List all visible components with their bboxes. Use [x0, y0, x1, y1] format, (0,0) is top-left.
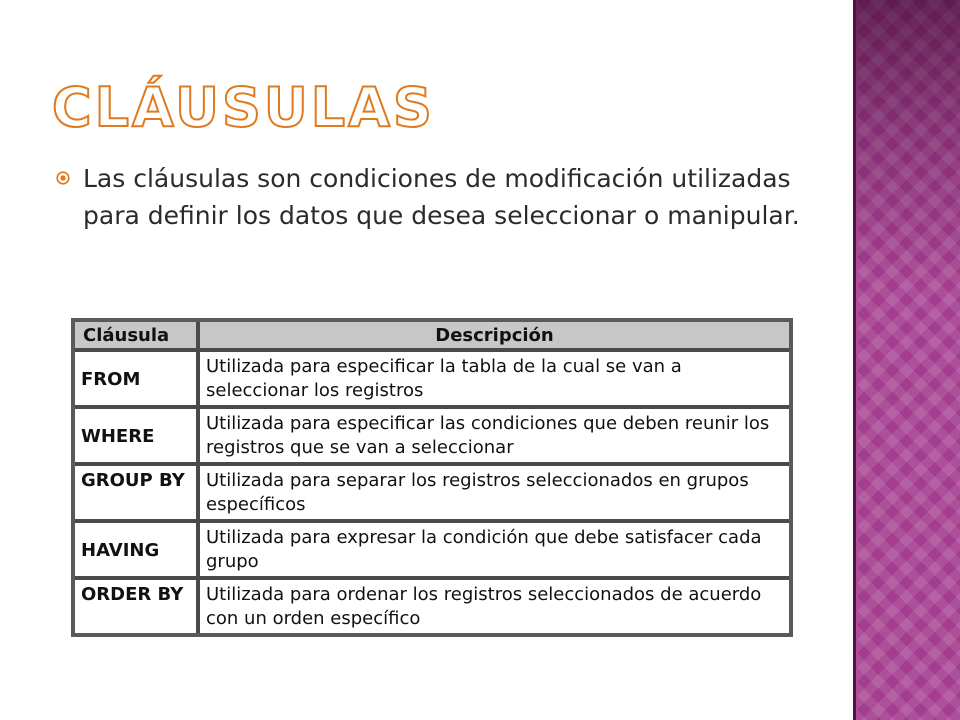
table-row	[75, 521, 789, 578]
table-row	[75, 407, 789, 464]
clauses-table-frame	[71, 318, 793, 637]
slide-title: CLÁUSULAS	[52, 76, 435, 139]
clause-cell: HAVING	[75, 521, 198, 578]
clauses-table	[75, 322, 789, 633]
table-row	[75, 464, 789, 521]
header-description: Descripción	[198, 322, 789, 350]
clause-cell: GROUP BY	[75, 464, 198, 521]
description-cell: Utilizada para especificar la tabla de la cual se van a seleccionar los registros	[198, 350, 789, 407]
table-header-row	[75, 322, 789, 350]
clause-cell: WHERE	[75, 407, 198, 464]
header-clause: Cláusula	[75, 322, 198, 350]
table-row	[75, 578, 789, 633]
description-cell: Utilizada para expresar la condición que debe satisfacer cada grupo	[198, 521, 789, 578]
table-row	[75, 350, 789, 407]
description-cell: Utilizada para ordenar los registros seleccionados de acuerdo con un orden específico	[206, 584, 762, 629]
side-band-edge	[853, 0, 856, 720]
clause-cell: FROM	[75, 350, 198, 407]
decorative-side-band	[853, 0, 960, 720]
bullet-text: Las cláusulas son condiciones de modificación utilizadas para definir los datos que desea seleccionar o manipular.	[83, 164, 800, 230]
description-cell: Utilizada para especificar las condiciones que deben reunir los registros que se van a seleccionar	[198, 407, 789, 464]
description-cell: Utilizada para separar los registros seleccionados en grupos específicos	[198, 464, 789, 521]
clause-cell: ORDER BY	[75, 578, 198, 633]
circled-dot-bullet-icon	[56, 171, 70, 185]
